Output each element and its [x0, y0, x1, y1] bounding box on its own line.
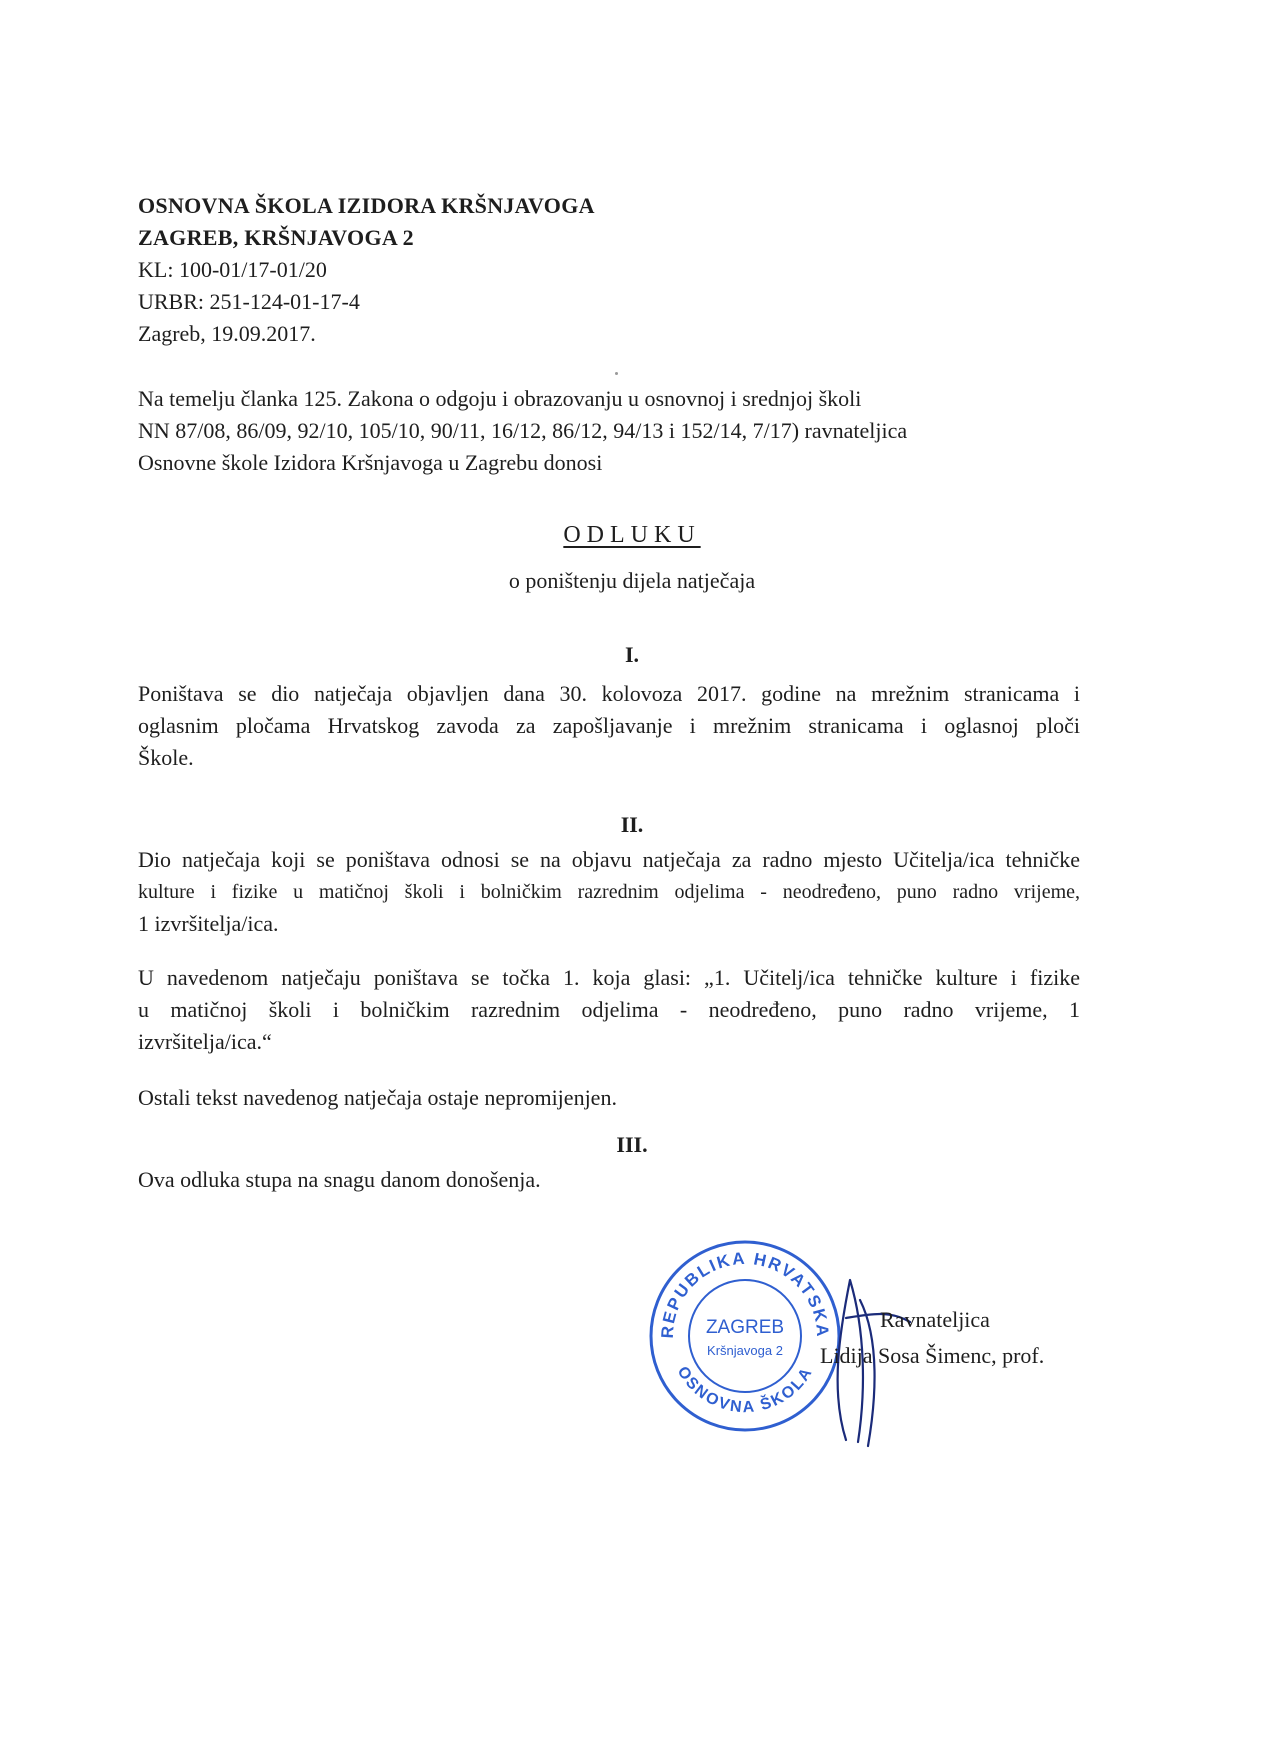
stamp-bottom-arc: OSNOVNA ŠKOLA [673, 1363, 817, 1417]
signature-block [820, 1302, 1045, 1374]
section-2-p3-line: Ostali tekst navedenog natječaja ostaje nepromijenjen. [138, 1085, 617, 1110]
intro-line: NN 87/08, 86/09, 92/10, 105/10, 90/11, 16/12, 86/12, 94/13 i 152/14, 7/17) ravnateljica [138, 418, 908, 443]
document-subtitle: o poništenju dijela natječaja [508, 568, 756, 593]
section-1-line: Poništava se dio natječaja objavljen dana 30. kolovoza 2017. godine na mrežnim stranicama i [138, 681, 1080, 706]
scan-speck [615, 372, 618, 375]
document-title: ODLUKU [563, 522, 701, 548]
section-3-text [138, 1164, 1080, 1196]
section-2-p2-line: u matičnoj školi i bolničkim razrednim odjelima - neodređeno, puno radno vrijeme, 1 [138, 997, 1080, 1022]
intro-paragraph [138, 383, 1098, 479]
section-2-text [138, 844, 1080, 940]
section-2-line: kulture i fizike u matičnoj školi i bolničkim razrednim odjelima - neodređeno, puno radno vrijeme, [138, 881, 1080, 903]
section-2-paragraph-2 [138, 962, 1080, 1058]
school-address: ZAGREB, KRŠNJAVOGA 2 [138, 225, 414, 250]
section-1-line: oglasnim pločama Hrvatskog zavoda za zapošljavanje i mrežnim stranicama i oglasnoj ploči [138, 713, 1080, 738]
stamp-top-arc: REPUBLIKA HRVATSKA [657, 1248, 833, 1339]
section-2-p2-line: izvršitelja/ica.“ [138, 1029, 272, 1054]
stamp-city: ZAGREB [705, 1317, 785, 1338]
section-3-line: Ova odluka stupa na snagu danom donošenja. [138, 1167, 541, 1192]
section-1-text [138, 678, 1080, 774]
section-3-number: III. [616, 1132, 648, 1157]
document-date: Zagreb, 19.09.2017. [138, 321, 316, 346]
school-name: OSNOVNA ŠKOLA IZIDORA KRŠNJAVOGA [138, 193, 595, 218]
signatory-role: Ravnateljica [880, 1307, 990, 1332]
intro-line: Osnovne škole Izidora Kršnjavoga u Zagrebu donosi [138, 450, 603, 475]
section-2-line: 1 izvršitelja/ica. [138, 911, 279, 936]
intro-line: Na temelju članka 125. Zakona o odgoju i obrazovanju u osnovnoj i srednjoj školi [138, 386, 862, 411]
stamp-street: Kršnjavoga 2 [707, 1343, 783, 1358]
section-1-line: Škole. [138, 745, 194, 770]
section-2-number: II. [620, 812, 644, 837]
section-1-number: I. [624, 642, 640, 667]
section-2-p2-line: U navedenom natječaju poništava se točka 1. koja glasi: „1. Učitelj/ica tehničke kulture i fizike [138, 965, 1080, 990]
signatory-name: Lidija Sosa Šimenc, prof. [820, 1343, 1045, 1368]
classification-number: KL: 100-01/17-01/20 [138, 257, 327, 282]
document-header [138, 190, 838, 350]
section-2-paragraph-3 [138, 1082, 1080, 1114]
registry-number: URBR: 251-124-01-17-4 [138, 289, 360, 314]
section-2-line: Dio natječaja koji se poništava odnosi se na objavu natječaja za radno mjesto Učitelja/ica tehničke [138, 847, 1080, 872]
